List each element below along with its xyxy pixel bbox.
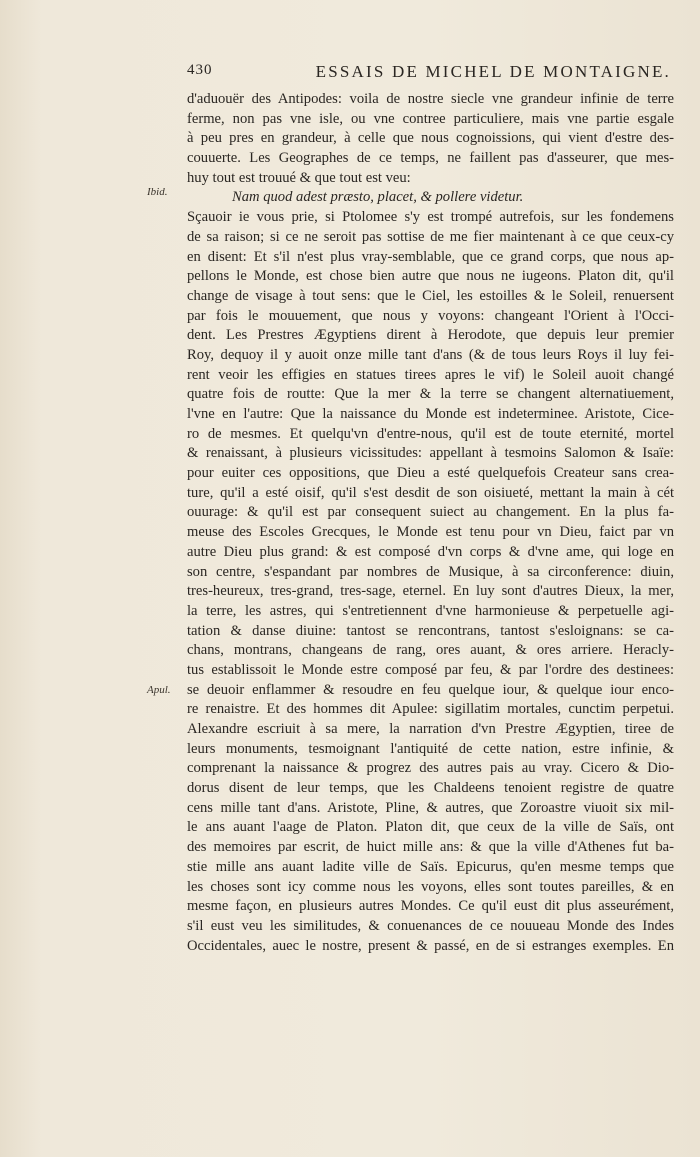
text-line: ro de mesmes. Et quelqu'vn d'entre-nous, qu'il est de toute eternité, mortel <box>187 425 674 442</box>
text-line: dent. Les Prestres Ægyptiens dirent à Herodote, que depuis leur premier <box>187 327 674 344</box>
text-line: pour euiter ces oppositions, que Dieu a esté quelquefois Createur sans crea- <box>187 465 674 482</box>
text-line: se deuoir enflammer & resoudre en feu quelque iour, & quelque iour enco- <box>187 681 674 698</box>
text-line: tus establissoit le Monde estre composé par feu, & par l'ordre des destinees: <box>187 661 674 678</box>
text-line: meuse des Escoles Grecques, le Monde est tenu pour vn Dieu, faict par vn <box>187 524 674 541</box>
text-line: le ans auant l'aage de Platon. Platon dit, que ceux de la ville de Saïs, ont <box>187 819 674 836</box>
text-line: dorus disent de leur temps, que les Chaldeens tenoient registre de quatre <box>187 780 674 797</box>
text-line: stie mille ans auant ladite ville de Saïs. Epicurus, qu'en mesme temps que <box>187 858 674 875</box>
text-line: quatre fois de routte: Que la mer & la terre se changent alternatiuement, <box>187 386 674 403</box>
text-line: Alexandre escriuit à sa mere, la narration d'vn Prestre Ægyptien, tiree de <box>187 721 674 737</box>
text-line: leurs monuments, tesmoignant l'antiquité de cette nation, estre infinie, & <box>187 740 674 757</box>
text-line: ture, qu'il a esté oisif, qu'il s'est desdit de son oisiueté, mettant la main à cét <box>187 484 674 501</box>
text-line: la terre, les astres, qui s'entretiennent d'vne harmonieuse & perpetuelle agi- <box>187 602 674 619</box>
text-line: tres-heureux, tres-grand, tres-sage, eternel. En luy sont d'autres Dieux, la mer, <box>187 583 674 600</box>
text-line: Roy, dequoy il y auoit onze mille tant d'ans (& de tous leurs Roys il luy fei- <box>187 346 674 363</box>
text-line: comprenant la naissance & progrez des autres pais au vray. Cicero & Dio- <box>187 760 674 777</box>
text-line: par fois le mouuement, que nous y voyons: changeant l'Orient à l'Occi- <box>187 307 674 324</box>
text-line: d'aduouër des Antipodes: voila de nostre siecle vne grandeur infinie de terre <box>187 91 674 107</box>
text-line: s'il eust veu les similitudes, & conuenances de ce nouueau Monde des Indes <box>187 917 674 934</box>
text-line: des memoires par escrit, de huict mille ans: & que la ville d'Athenes fut ba- <box>187 839 674 856</box>
text-line: son centre, s'espandant par nombres de Musique, à sa circonference: diuin, <box>187 563 674 580</box>
text-line: l'vne en l'autre: Que la naissance du Monde est indeterminee. Aristote, Cice- <box>187 406 674 422</box>
text-line: mesme façon, en plusieurs autres Mondes. Ce qu'il eust dit plus asseurément, <box>187 898 674 915</box>
text-line: pellons le Monde, est chose bien autre que nous ne iugeons. Platon dit, qu'il <box>187 268 674 285</box>
text-line: les choses sont icy comme nous les voyons, elles sont toutes pareilles, & en <box>187 878 674 895</box>
text-line: de sa raison; si ce ne seroit pas sottise de me fier maintenant à ce que ceux-cy <box>187 228 674 245</box>
body-text <box>187 90 674 956</box>
running-title: ESSAIS DE MICHEL DE MONTAIGNE. <box>315 62 671 81</box>
text-line: chans, montrans, changeans de rang, ores auant, & ores arriere. Heracly- <box>187 642 674 659</box>
margin-note-ibid: Ibid. <box>147 186 168 198</box>
text-line: tation & danse diuine: tantost se rencontrans, tantost s'esloignans: se ca- <box>187 622 674 639</box>
text-line: change de visage à tout sens: que le Ciel, les estoilles & le Soleil, renuersent <box>187 287 674 304</box>
text-line: ferme, non pas vne isle, ou vne contree particuliere, mais vne partie esgale <box>187 110 674 127</box>
text-line: ouurage: & qu'il est par consequent suiect au changement. En la plus fa- <box>187 504 674 521</box>
text-line: couuerte. Les Geographes de ce temps, ne faillent pas d'asseurer, que mes- <box>187 150 674 167</box>
text-line: rent veoir les effigies en statues tirees apres le vif) le Soleil auoit changé <box>187 366 674 383</box>
margin-note-apul: Apul. <box>147 684 171 696</box>
text-line: huy tout est trouué & que tout est veu: <box>187 169 411 186</box>
text-line: & renaissant, à plusieurs vicissitudes: appellant à tesmoins Salomon & Isaïe: <box>187 445 674 462</box>
text-line: autre Dieu plus grand: & est composé d'vn corps & d'vne ame, qui loge en <box>187 543 674 560</box>
latin-quotation: Nam quod adest præsto, placet, & pollere videtur. <box>232 189 524 206</box>
text-line: Occidentales, auec le nostre, present & passé, en de si estranges exemples. En <box>187 937 674 954</box>
text-line: en disent: Et s'il n'est plus vray-semblable, que ce grand corps, que nous ap- <box>187 248 674 265</box>
page-number: 430 <box>187 62 213 78</box>
text-line: re renaistre. Et des hommes dit Apulee: sigillatim mortales, cunctim perpetui. <box>187 701 674 718</box>
text-line: Sçauoir ie vous prie, si Ptolomee s'y est trompé autrefois, sur les fondemens <box>187 209 674 226</box>
text-line: à peu pres en grandeur, à celle que nous cognoissions, qui vient d'estre des- <box>187 130 674 147</box>
page-header <box>187 62 677 86</box>
text-line: cens mille tant d'ans. Aristote, Pline, & autres, que Zoroastre viuoit six mil- <box>187 799 674 816</box>
